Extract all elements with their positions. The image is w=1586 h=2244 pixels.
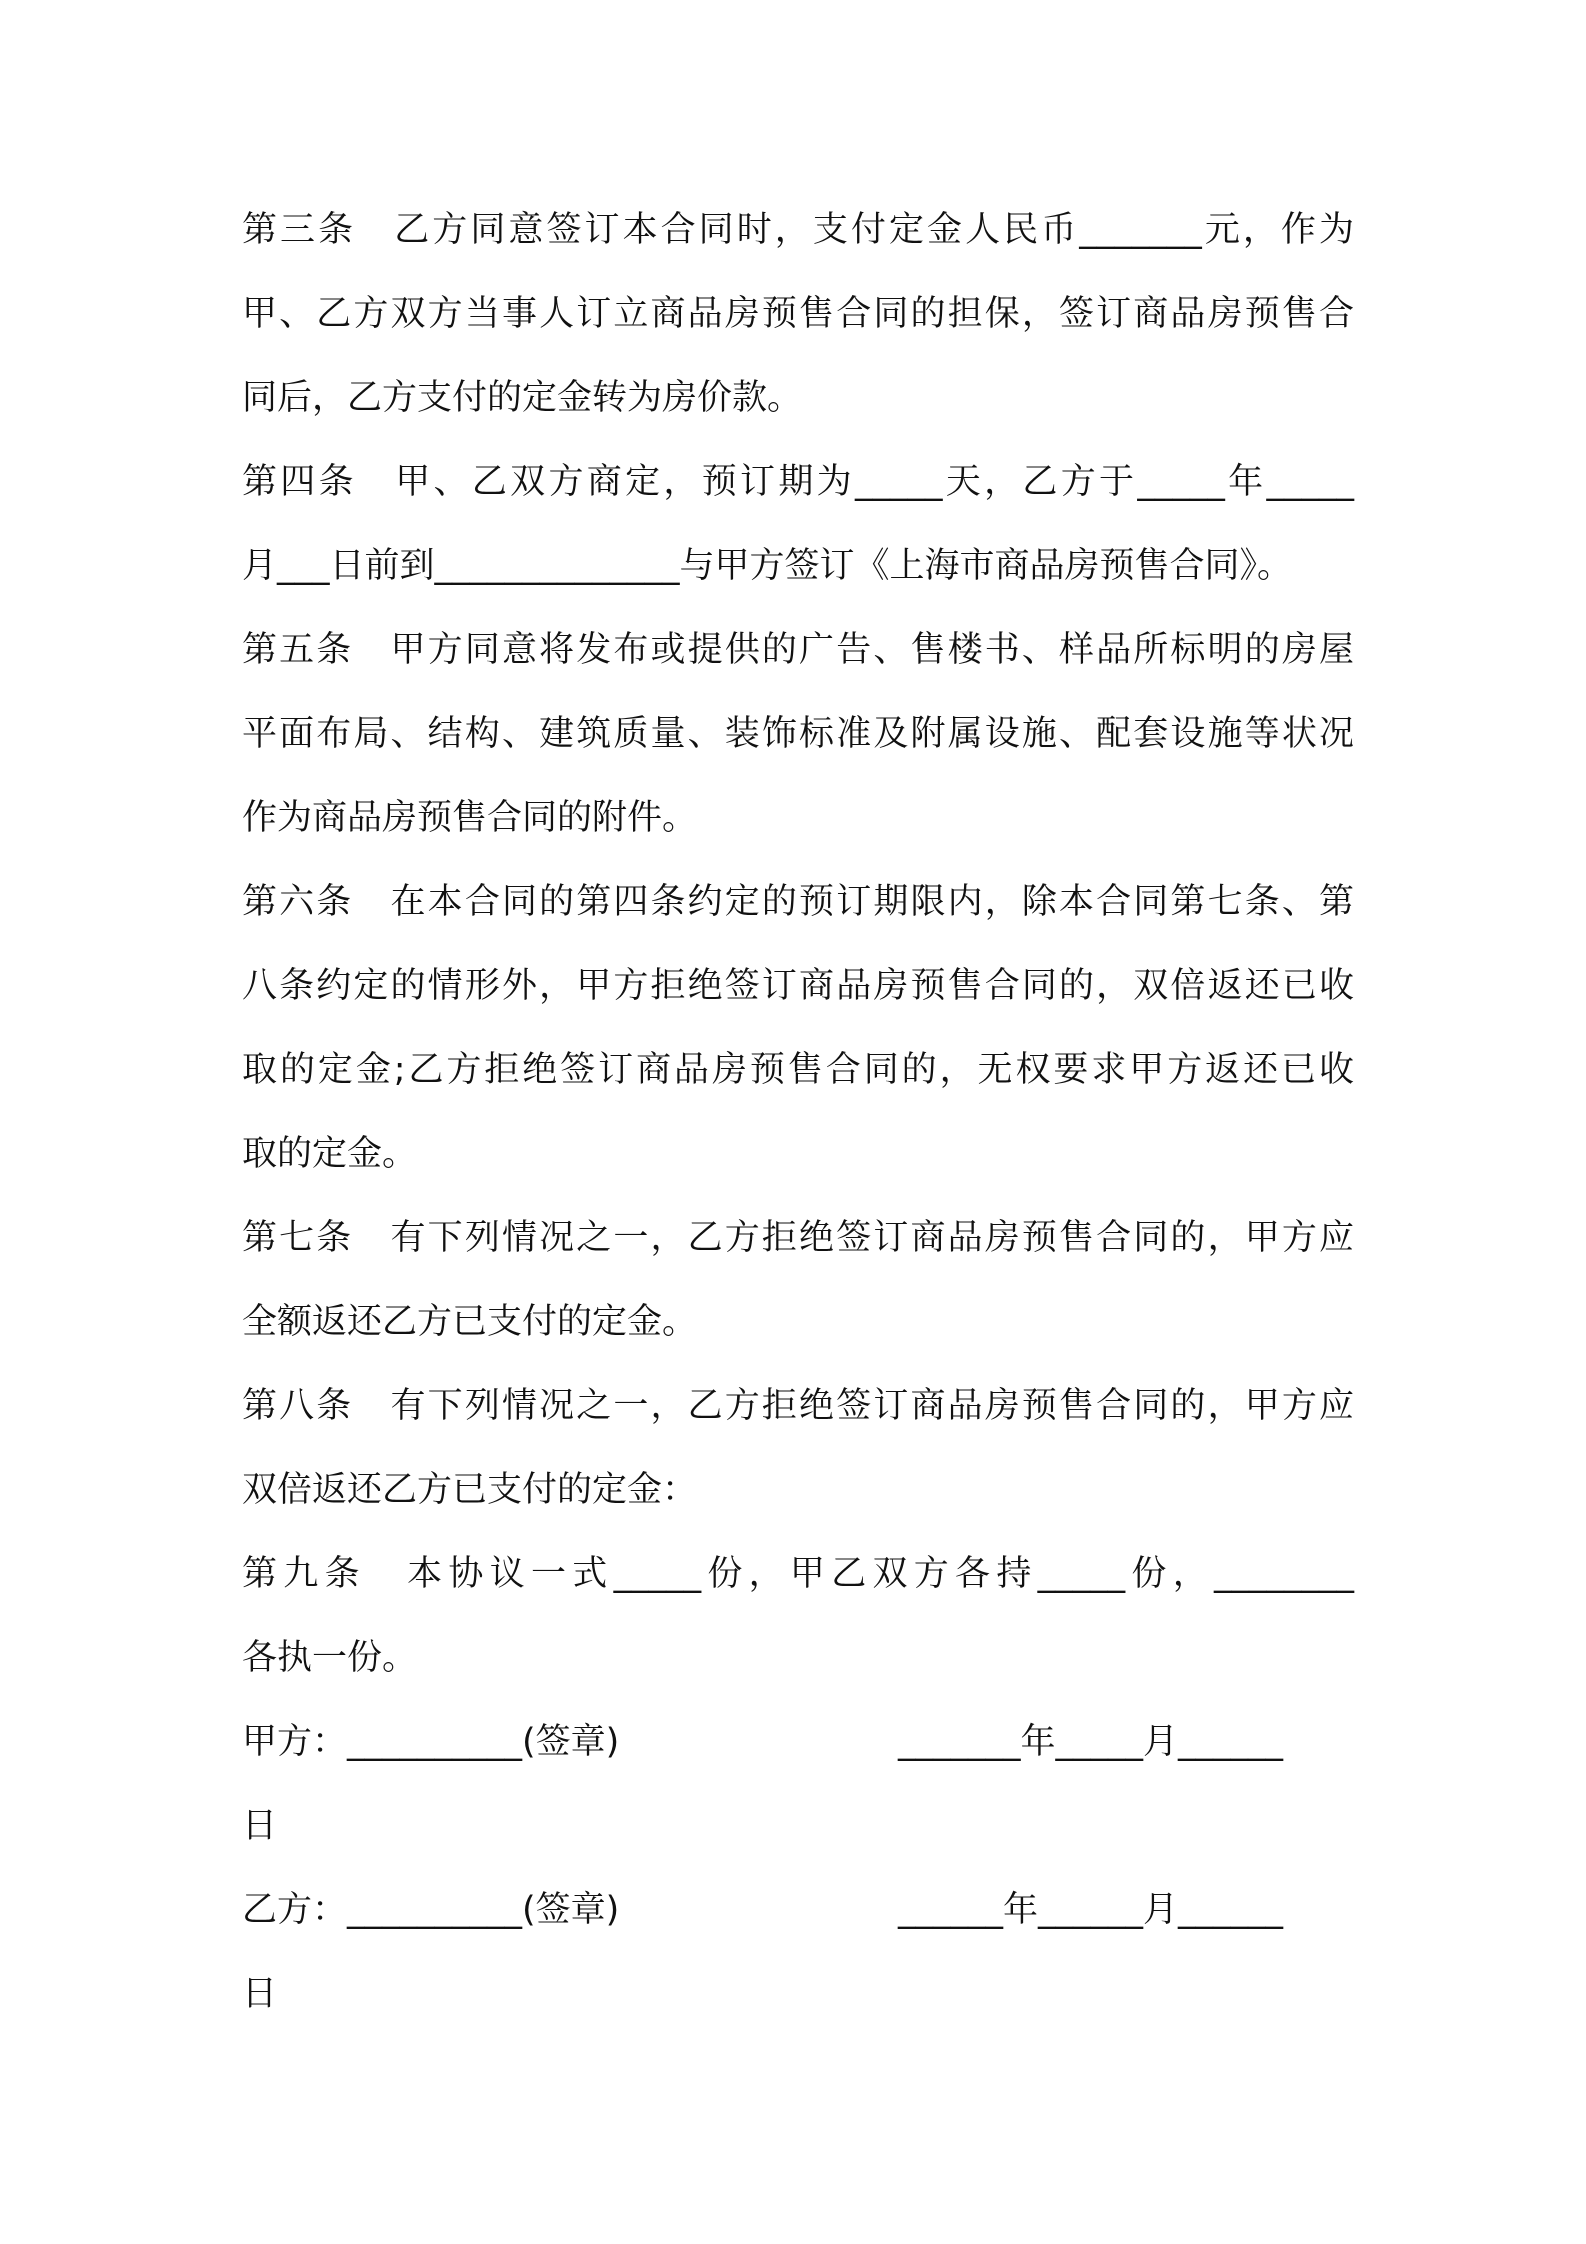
article-9-line-1: 第九条 本协议一式_____份，甲乙双方各持_____份，________ <box>242 1554 1354 1594</box>
article-9-line-2: 各执一份。 <box>242 1638 418 1678</box>
article-5-line-1: 第五条 甲方同意将发布或提供的广告、售楼书、样品所标明的房屋 <box>242 630 1354 670</box>
party-b-signature-field: 乙方：__________(签章) <box>242 1890 620 1930</box>
party-a-date-tail: 日 <box>242 1806 278 1846</box>
article-6-line-4: 取的定金。 <box>242 1134 418 1174</box>
party-b-date-tail: 日 <box>242 1974 278 2014</box>
article-3 <box>242 202 1354 454</box>
article-8-line-1: 第八条 有下列情况之一，乙方拒绝签订商品房预售合同的，甲方应 <box>242 1386 1354 1426</box>
party-b-date-field: ______年______月______ <box>898 1890 1284 1930</box>
article-3-line-3: 同后，乙方支付的定金转为房价款。 <box>242 378 803 418</box>
article-9 <box>242 1546 1354 1714</box>
article-7-line-1: 第七条 有下列情况之一，乙方拒绝签订商品房预售合同的，甲方应 <box>242 1218 1354 1258</box>
article-5-line-2: 平面布局、结构、建筑质量、装饰标准及附属设施、配套设施等状况 <box>242 714 1354 754</box>
article-6-line-1: 第六条 在本合同的第四条约定的预订期限内，除本合同第七条、第 <box>242 882 1354 922</box>
signature-party-b-row <box>242 1882 1354 1966</box>
article-5 <box>242 622 1354 874</box>
article-7 <box>242 1210 1354 1378</box>
signature-party-a <box>242 1714 1354 1882</box>
article-4-line-2: 月___日前到______________与甲方签订《上海市商品房预售合同》。 <box>242 546 1293 586</box>
signature-party-a-row <box>242 1714 1354 1798</box>
contract-body <box>242 202 1354 2050</box>
article-5-line-3: 作为商品房预售合同的附件。 <box>242 798 698 838</box>
article-6-line-2: 八条约定的情形外，甲方拒绝签订商品房预售合同的，双倍返还已收 <box>242 966 1354 1006</box>
article-6-line-3: 取的定金;乙方拒绝签订商品房预售合同的，无权要求甲方返还已收 <box>242 1050 1354 1090</box>
article-6 <box>242 874 1354 1210</box>
party-a-date-field: _______年_____月______ <box>898 1722 1284 1762</box>
signature-party-b <box>242 1882 1354 2050</box>
article-4 <box>242 454 1354 622</box>
party-a-signature-field: 甲方：__________(签章) <box>242 1722 620 1762</box>
article-4-line-1: 第四条 甲、乙双方商定，预订期为_____天，乙方于_____年_____ <box>242 462 1354 502</box>
article-7-line-2: 全额返还乙方已支付的定金。 <box>242 1302 698 1342</box>
article-3-line-2: 甲、乙方双方当事人订立商品房预售合同的担保，签订商品房预售合 <box>242 294 1354 334</box>
article-3-line-1: 第三条 乙方同意签订本合同时，支付定金人民币_______元，作为 <box>242 210 1354 250</box>
article-8-line-2: 双倍返还乙方已支付的定金： <box>242 1470 698 1510</box>
article-8 <box>242 1378 1354 1546</box>
